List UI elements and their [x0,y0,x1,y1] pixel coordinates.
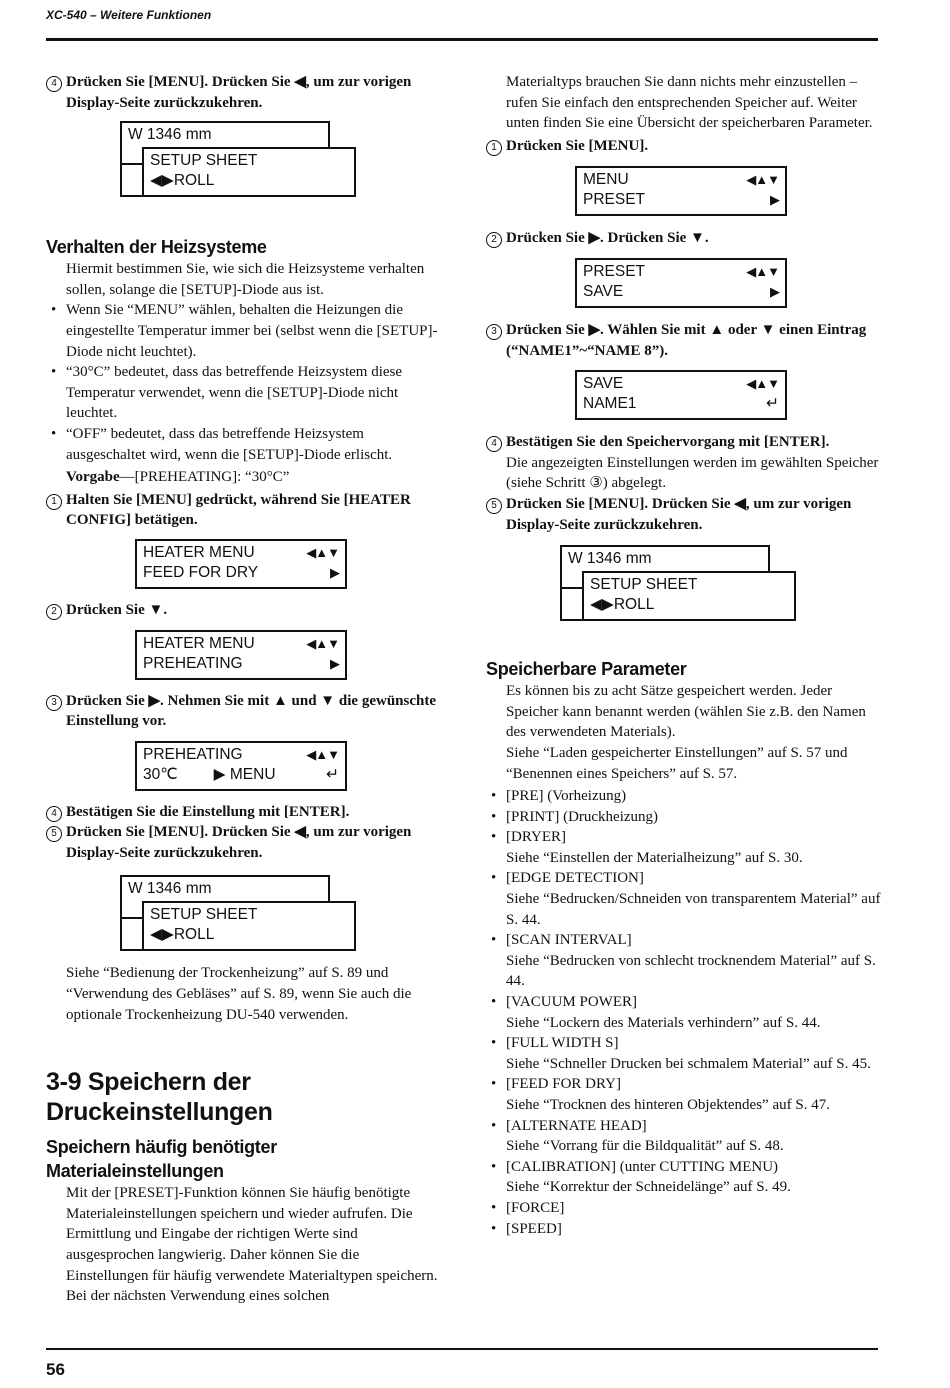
step-4-text: Die angezeigten Einstellungen werden im gewählten Speicher (siehe Schritt ③) abgelegt. [506,454,879,492]
params-title: Speicherbare Parameter [486,659,687,680]
params-intro: Es können bis zu acht Sätze gespeichert werden. Jeder Speicher kann benannt werden (wählen Sie z.B. den Namen des verwendeten Materials). [506,683,866,741]
display-heater-feed: HEATER MENU ◀▲▼ FEED FOR DRY ▶ [135,539,347,589]
display-menu-preset: MENU ◀▲▼ PRESET ▶ [575,166,787,216]
list-item: • [FEED FOR DRY] Siehe “Trocknen des hinteren Objektendes” auf S. 47. [486,1074,881,1115]
display-preset-save: PRESET ◀▲▼ SAVE ▶ [575,258,787,308]
step-number-icon: 1 [486,140,502,156]
step-4-top: 4 Drücken Sie [MENU]. Drücken Sie ◀, um zur vorigen Display-Seite zurückzukehren. [46,72,441,113]
display-back-panel: W 1346 mm [120,121,330,165]
display-front-panel: SETUP SHEET ◀▶ROLL [142,147,356,197]
page-number: 56 [46,1360,65,1379]
list-item: • [DRYER] Siehe “Einstellen der Materialheizung” auf S. 30. [486,827,881,868]
step-number-icon: 4 [46,806,62,822]
heater-bullets [46,300,441,465]
list-item: • [PRINT] (Druckheizung) [486,807,881,828]
heater-intro: Hiermit bestimmen Sie, wie sich die Heizsysteme verhalten sollen, solange die [SETUP]-Diode aus ist. [66,261,425,298]
list-item: • [FULL WIDTH S] Siehe “Schneller Drucken bei schmalem Material” auf S. 45. [486,1033,881,1074]
display-setup-sheet-3: W 1346 mm SETUP SHEET ◀▶ROLL [560,545,798,623]
step-number-icon: 4 [46,76,62,92]
step-3: 3 Drücken Sie ▶. Wählen Sie mit ▲ oder ▼ einen Eintrag (“NAME1”~“NAME 8”). [486,320,881,361]
step-5: 5 Drücken Sie [MENU]. Drücken Sie ◀, um zur vorigen Display-Seite zurückzukehren. [486,494,881,535]
list-item: • [CALIBRATION] (unter CUTTING MENU) Siehe “Korrektur der Schneidelänge” auf S. 49. [486,1157,881,1198]
header-rule [46,38,878,41]
step-number-icon: 5 [486,498,502,514]
list-item: • [FORCE] [486,1198,881,1219]
step-4: 4 Bestätigen Sie die Einstellung mit [ENTER]. [46,802,441,823]
list-item: • [ALTERNATE HEAD] Siehe “Vorrang für die Bildqualität” auf S. 48. [486,1116,881,1157]
list-item: • [SCAN INTERVAL] Siehe “Bedrucken von schlecht trocknendem Material” auf S. 44. [486,930,881,992]
step-1: 1 Drücken Sie [MENU]. [486,136,881,157]
dryer-note: Siehe “Bedienung der Trockenheizung” auf S. 89 und “Verwendung des Gebläses” auf S. 89, wenn Sie auch die optionale Trockenheizung DU-540 verwenden. [66,965,412,1023]
subsection-title: Speichern häufig benötigter Materialeinstellungen [46,1137,277,1182]
left-column [46,72,441,1307]
list-item: • [PRE] (Vorheizung) [486,786,881,807]
step-3: 3 Drücken Sie ▶. Nehmen Sie mit ▲ und ▼ die gewünschte Einstellung vor. [46,691,441,732]
params-reference: Siehe “Laden gespeicherter Einstellungen” auf S. 57 und “Benennen eines Speichers” auf S. 57. [506,744,848,782]
display-preheating-value: PREHEATING ◀▲▼ 30℃ ▶ MENU ↵ [135,741,347,791]
footer-rule [46,1348,878,1350]
step-number-icon: 3 [486,324,502,340]
step-number-icon: 4 [486,436,502,452]
list-item: • [SPEED] [486,1219,881,1240]
preset-continued-text: Materialtyps brauchen Sie dann nichts mehr einzustellen – rufen Sie einfach den entsprechenden Speicher auf. Weiter unten finden Sie eine Übersicht der speicherbaren Parameter. [506,74,873,132]
display-setup-sheet-1 [120,121,358,199]
display-setup-sheet-2: W 1346 mm SETUP SHEET ◀▶ROLL [120,875,358,953]
right-column [486,72,881,1239]
display-heater-preheating: HEATER MENU ◀▲▼ PREHEATING ▶ [135,630,347,680]
list-item: • [VACUUM POWER] Siehe “Lockern des Materials verhindern” auf S. 44. [486,992,881,1033]
step-5: 5 Drücken Sie [MENU]. Drücken Sie ◀, um zur vorigen Display-Seite zurückzukehren. [46,822,441,863]
step-number-icon: 5 [46,826,62,842]
step-number-icon: 2 [486,232,502,248]
running-header: XC-540 – Weitere Funktionen [46,8,212,22]
list-item: • “30°C” bedeutet, dass das betreffende Heizsystem diese Temperatur verwendet, wenn die [SETUP]-Diode nicht leuchtet. [46,362,441,424]
step-2: 2 Drücken Sie ▼. [46,600,441,621]
section-title: 3-9 Speichern der Druckeinstellungen [46,1068,273,1127]
step-number-icon: 1 [46,494,62,510]
step-4: 4 Bestätigen Sie den Speichervorgang mit [ENTER]. [486,432,881,453]
heater-section-title: Verhalten der Heizsysteme [46,237,267,258]
list-item: • Wenn Sie “MENU” wählen, behalten die Heizungen die eingestellte Temperatur immer bei (selbst wenn die [SETUP]-Diode nicht leuchtet). [46,300,441,362]
step-2: 2 Drücken Sie ▶. Drücken Sie ▼. [486,228,881,249]
list-item: • “OFF” bedeutet, dass das betreffende Heizsystem ausgeschaltet wird, wenn die [SETUP]-Diode erlischt. [46,424,441,465]
step-1: 1 Halten Sie [MENU] gedrückt, während Sie [HEATER CONFIG] betätigen. [46,490,441,531]
step-number-icon: 3 [46,695,62,711]
subsection-text: Mit der [PRESET]-Funktion können Sie häufig benötigte Materialeinstellungen speichern und wieder aufrufen. Die Ermittlung und Eingabe der richtigen Werte sind ausgesprochen langwierig. Daher können Sie die Einstellungen für häufig verwendete Materialtypen speichern. Bei der nächsten Verwendung eines solchen [66,1185,438,1305]
display-save-name: SAVE ◀▲▼ NAME1 ↵ [575,370,787,420]
default-setting: Vorgabe—[PREHEATING]: “30°C” [66,469,290,486]
step-number-icon: 2 [46,604,62,620]
list-item: • [EDGE DETECTION] Siehe “Bedrucken/Schneiden von transparentem Material” auf S. 44. [486,868,881,930]
params-list [486,786,881,1239]
